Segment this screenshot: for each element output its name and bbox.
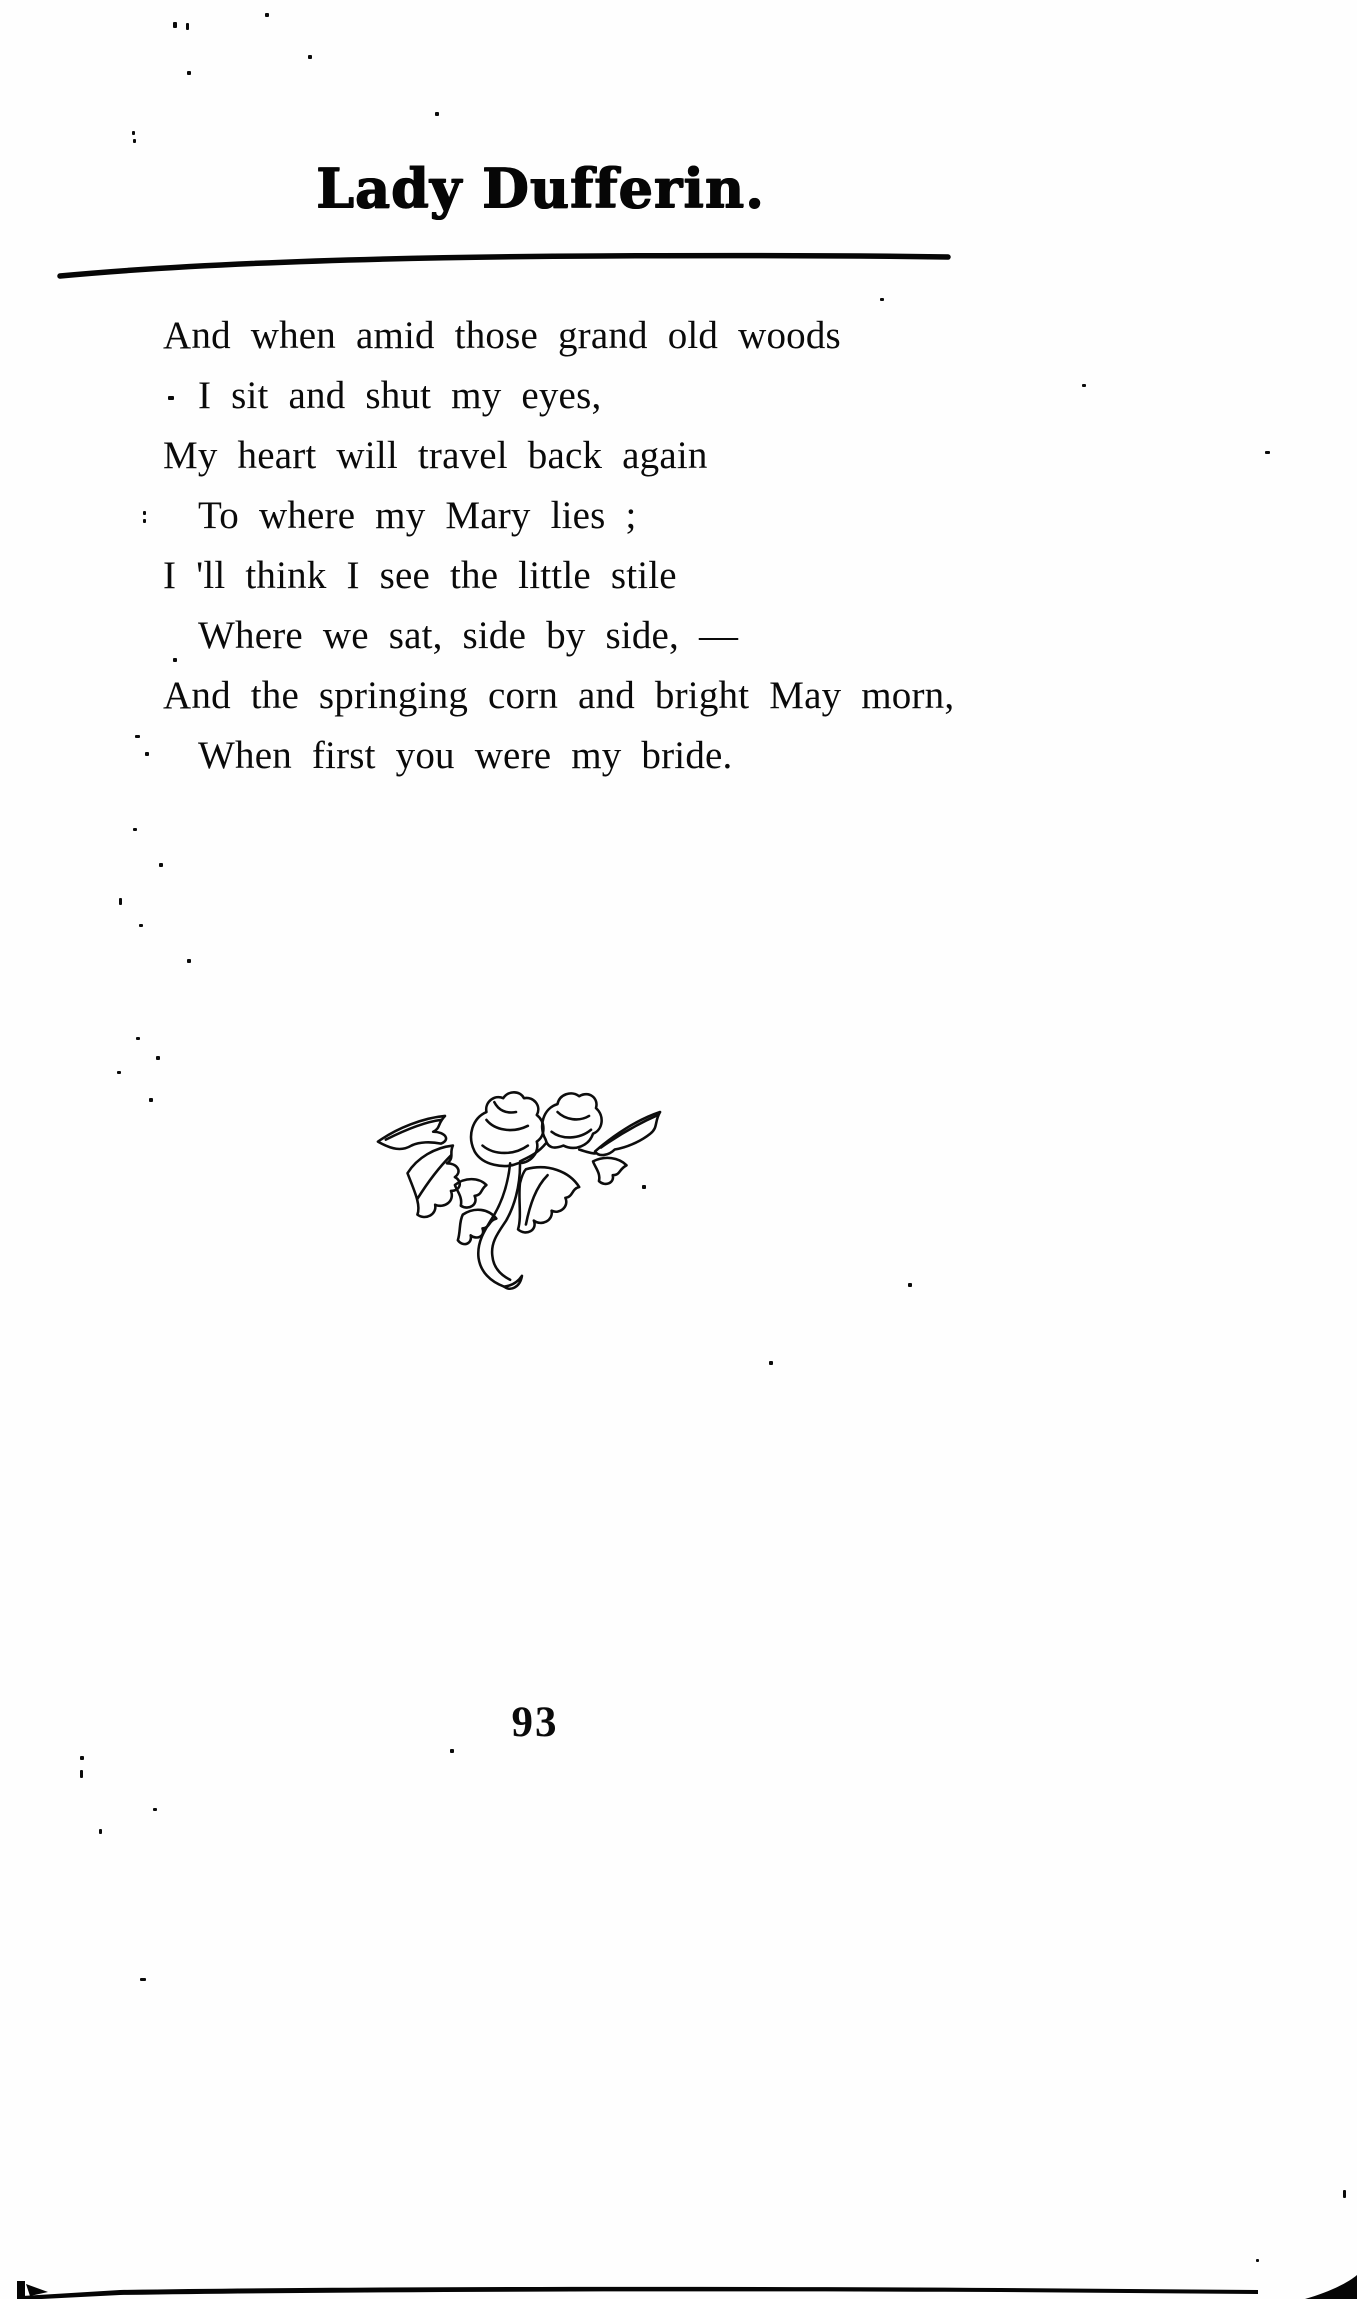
scan-speck xyxy=(168,396,174,400)
ornament-stem-connector2 xyxy=(579,1150,595,1154)
ornament-poppy-left-detail2 xyxy=(486,1120,527,1130)
scan-speck xyxy=(139,924,143,927)
scan-speck xyxy=(145,752,149,756)
scan-speck xyxy=(435,112,439,116)
ornament-connecting-leaf xyxy=(455,1179,487,1207)
header-rule xyxy=(40,246,960,286)
scan-speck xyxy=(133,828,137,831)
scan-speck xyxy=(308,55,312,59)
scan-speck xyxy=(880,298,884,301)
header-rule-line xyxy=(60,256,948,276)
scan-speck xyxy=(135,735,140,738)
poem-line: I 'll think I see the little stile xyxy=(163,554,677,597)
scan-speck xyxy=(99,1829,102,1834)
scan-speck xyxy=(80,1770,83,1778)
ornament-poppy-right-detail2 xyxy=(557,1112,589,1119)
scan-speck xyxy=(186,23,189,30)
scan-speck xyxy=(1265,451,1270,454)
ornament-left-serrated-leaf xyxy=(408,1146,460,1217)
scan-speck xyxy=(1082,384,1086,387)
scan-speck xyxy=(143,511,146,515)
ornament-bottom-left-leaf xyxy=(458,1210,496,1244)
floral-ornament-engraving xyxy=(372,1078,668,1296)
scan-speck xyxy=(187,71,191,75)
poem-line: And the springing corn and bright May morn, xyxy=(163,674,955,717)
scan-speck xyxy=(156,1056,160,1060)
scan-speck xyxy=(265,13,269,17)
scan-speck xyxy=(642,1185,646,1189)
scan-speck xyxy=(769,1361,773,1365)
scan-speck xyxy=(159,863,163,867)
scan-speck xyxy=(1343,2190,1346,2198)
scan-speck xyxy=(117,1071,121,1074)
scan-speck xyxy=(133,139,136,143)
ornament-right-small-leaf xyxy=(593,1158,627,1184)
ornament-left-leaf-vein2 xyxy=(417,1155,451,1198)
page-number: 93 xyxy=(511,1699,559,1746)
ornament-poppy-right-detail1 xyxy=(552,1130,591,1138)
scan-speck xyxy=(80,1756,84,1760)
scan-edge-shadow xyxy=(0,2269,1357,2299)
scan-speck xyxy=(173,22,177,28)
scan-speck xyxy=(149,1098,153,1102)
running-header-title: Lady Dufferin. xyxy=(315,156,765,220)
scan-speck xyxy=(119,898,122,905)
scan-edge-left-wedge xyxy=(26,2284,48,2296)
scan-edge-band xyxy=(22,2287,1258,2299)
ornament-poppy-left-detail1 xyxy=(483,1146,528,1153)
ornament-acanthus-vein xyxy=(526,1175,548,1224)
scan-speck xyxy=(187,959,191,963)
poem-line: I sit and shut my eyes, xyxy=(198,374,602,417)
poem-line: My heart will travel back again xyxy=(163,434,708,477)
scan-speck xyxy=(908,1283,912,1287)
scan-speck xyxy=(1256,2259,1259,2262)
poem-line: When first you were my bride. xyxy=(198,734,733,777)
ornament-poppy-right xyxy=(542,1093,602,1147)
scan-speck xyxy=(143,519,146,523)
poem-line: Where we sat, side by side, — xyxy=(198,614,739,657)
scan-edge-corner-wedge xyxy=(1305,2275,1357,2299)
poem-line: To where my Mary lies ; xyxy=(198,494,637,537)
scan-speck xyxy=(132,131,135,135)
ornament-poppy-left-detail3 xyxy=(494,1102,516,1112)
scan-speck xyxy=(136,1037,140,1040)
ornament-right-leaf-vein xyxy=(601,1115,658,1148)
scan-speck xyxy=(450,1749,454,1753)
poem-line: And when amid those grand old woods xyxy=(163,314,841,357)
scan-speck xyxy=(153,1808,157,1811)
scan-speck xyxy=(140,1978,146,1981)
poem-stanza xyxy=(163,306,1063,786)
scan-speck xyxy=(173,658,177,662)
